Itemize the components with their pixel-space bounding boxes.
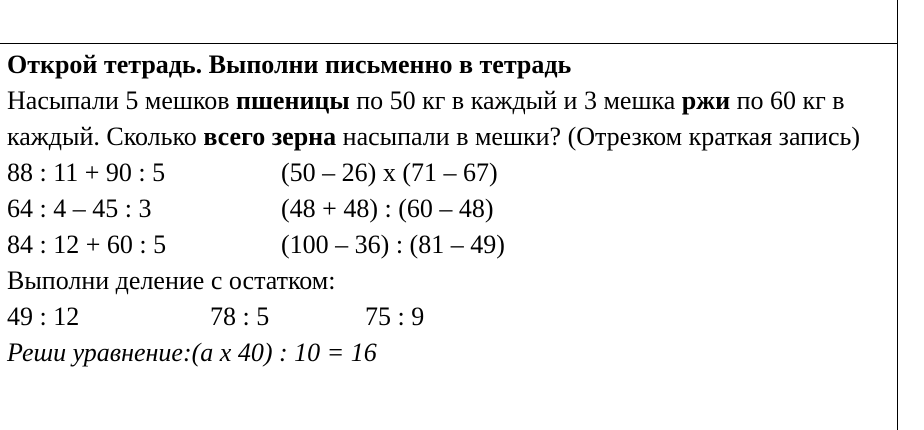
division-item: 78 : 5 — [210, 302, 270, 331]
expression-row — [7, 155, 887, 191]
problem-bold-rye: ржи — [681, 86, 731, 115]
division-instruction-text: Выполни деление с остатком: — [7, 266, 336, 295]
expression-row — [7, 191, 887, 227]
problem-bold-wheat: пшеницы — [236, 86, 350, 115]
task-heading: Открой тетрадь. Выполни письменно в тетрадь — [7, 50, 572, 79]
problem-text-1: Насыпали 5 мешков — [7, 86, 236, 115]
division-row — [7, 299, 887, 335]
word-problem — [7, 83, 887, 155]
expression-right: (50 – 26) х (71 – 67) — [281, 158, 498, 187]
division-item: 75 : 9 — [365, 302, 425, 331]
expression-right: (48 + 48) : (60 – 48) — [281, 194, 494, 223]
expression-left: 88 : 11 + 90 : 5 — [7, 158, 166, 187]
division-item: 49 : 12 — [7, 302, 80, 331]
problem-bold-total-grain: всего зерна — [203, 122, 337, 151]
expression-left: 64 : 4 – 45 : 3 — [7, 194, 152, 223]
problem-text-3: по 60 кг в каждый. Сколько — [7, 86, 845, 151]
expression-left: 84 : 12 + 60 : 5 — [7, 230, 167, 259]
task-content — [7, 47, 887, 371]
equation-task: Реши уравнение:(а х 40) : 10 = 16 — [7, 338, 377, 367]
division-instruction — [7, 263, 887, 299]
table-top-border — [0, 43, 898, 44]
problem-text-2: по 50 кг в каждый и 3 мешка — [349, 86, 682, 115]
problem-text-4: насыпали в мешки? (Отрезком краткая запись) — [336, 122, 861, 151]
expression-row — [7, 227, 887, 263]
table-right-border — [897, 0, 898, 430]
expression-right: (100 – 36) : (81 – 49) — [281, 230, 505, 259]
